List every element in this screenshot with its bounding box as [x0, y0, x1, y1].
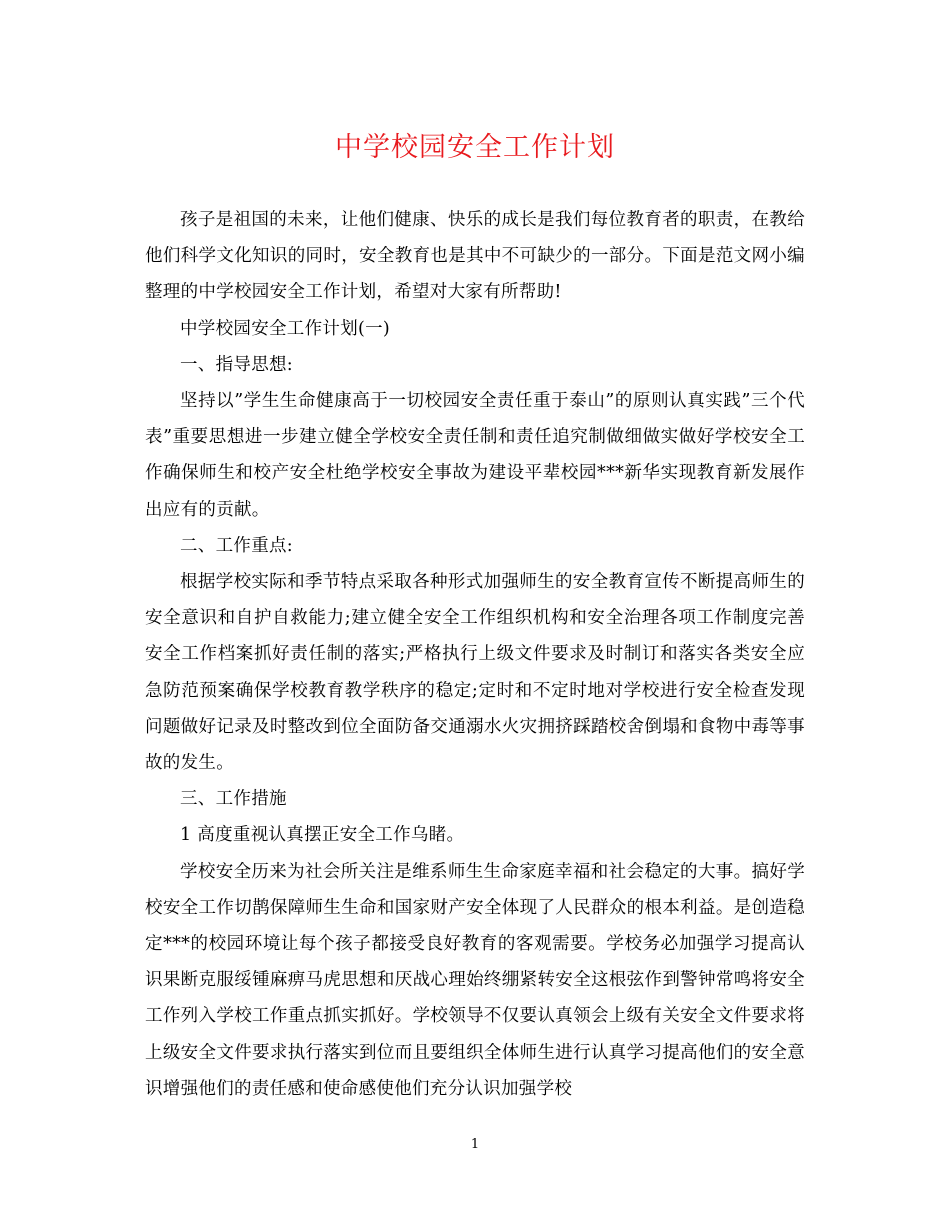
plan-subtitle: 中学校园安全工作计划(一)	[180, 318, 391, 339]
document-body	[145, 202, 805, 1107]
guiding-ideology-paragraph: 坚持以”学生生命健康高于一切校园安全责任重于泰山”的原则认真实践”三个代表”重要思想进一步建立健全学校安全责任制和责任追究制做细做实做好学校安全工作确保师生和校产安全杜绝学校安全事故为建设平辈校园***新华实现教育新发展作出应有的贡献。	[145, 391, 805, 520]
measure-item-1-heading: 1 高度重视认真摆正安全工作乌睹。	[180, 825, 465, 846]
page-number: 1	[470, 1137, 480, 1152]
intro-paragraph: 孩子是祖国的未来，让他们健康、快乐的成长是我们每位教育者的职责，在教给他们科学文化知识的同时，安全教育也是其中不可缺少的一部分。下面是范文网小编整理的中学校园安全工作计划，希望对大家有所帮助!	[145, 210, 805, 303]
section-heading-guiding-ideology: 一、指导思想:	[180, 354, 293, 375]
section-heading-work-measures: 三、工作措施	[180, 789, 287, 810]
measure-item-1-paragraph: 学校安全历来为社会所关注是维系师生生命家庭幸福和社会稳定的大事。搞好学校安全工作切鹊保障师生生命和国家财产安全体现了人民群众的根本利益。是创造稳定***的校园环境让每个孩子都接受良好教育的客观需要。学校务必加强学习提高认识果断克服绥锺麻痹马虎思想和厌战心理始终绷紧转安全这根弦作到警钟常鸣将安全工作列入学校工作重点抓实抓好。学校领导不仅要认真领会上级有关安全文件要求将上级安全文件要求执行落实到位而且要组织全体师生进行认真学习提高他们的安全意识增强他们的责任感和使命感使他们充分认识加强学校	[145, 861, 805, 1099]
work-focus-paragraph: 根据学校实际和季节特点采取各种形式加强师生的安全教育宣传不断提高师生的安全意识和自护自救能力;建立健全安全工作组织机构和安全治理各项工作制度完善安全工作档案抓好责任制的落实;严格执行上级文件要求及时制订和落实各类安全应急防范预案确保学校教育教学秩序的稳定;定时和不定时地对学校进行安全检查发现问题做好记录及时整改到位全面防备交通溺水火灾拥挤踩踏校舍倒塌和食物中毒等事故的发生。	[145, 572, 805, 774]
section-heading-work-focus: 二、工作重点:	[180, 535, 293, 556]
document-title: 中学校园安全工作计划	[335, 132, 615, 163]
